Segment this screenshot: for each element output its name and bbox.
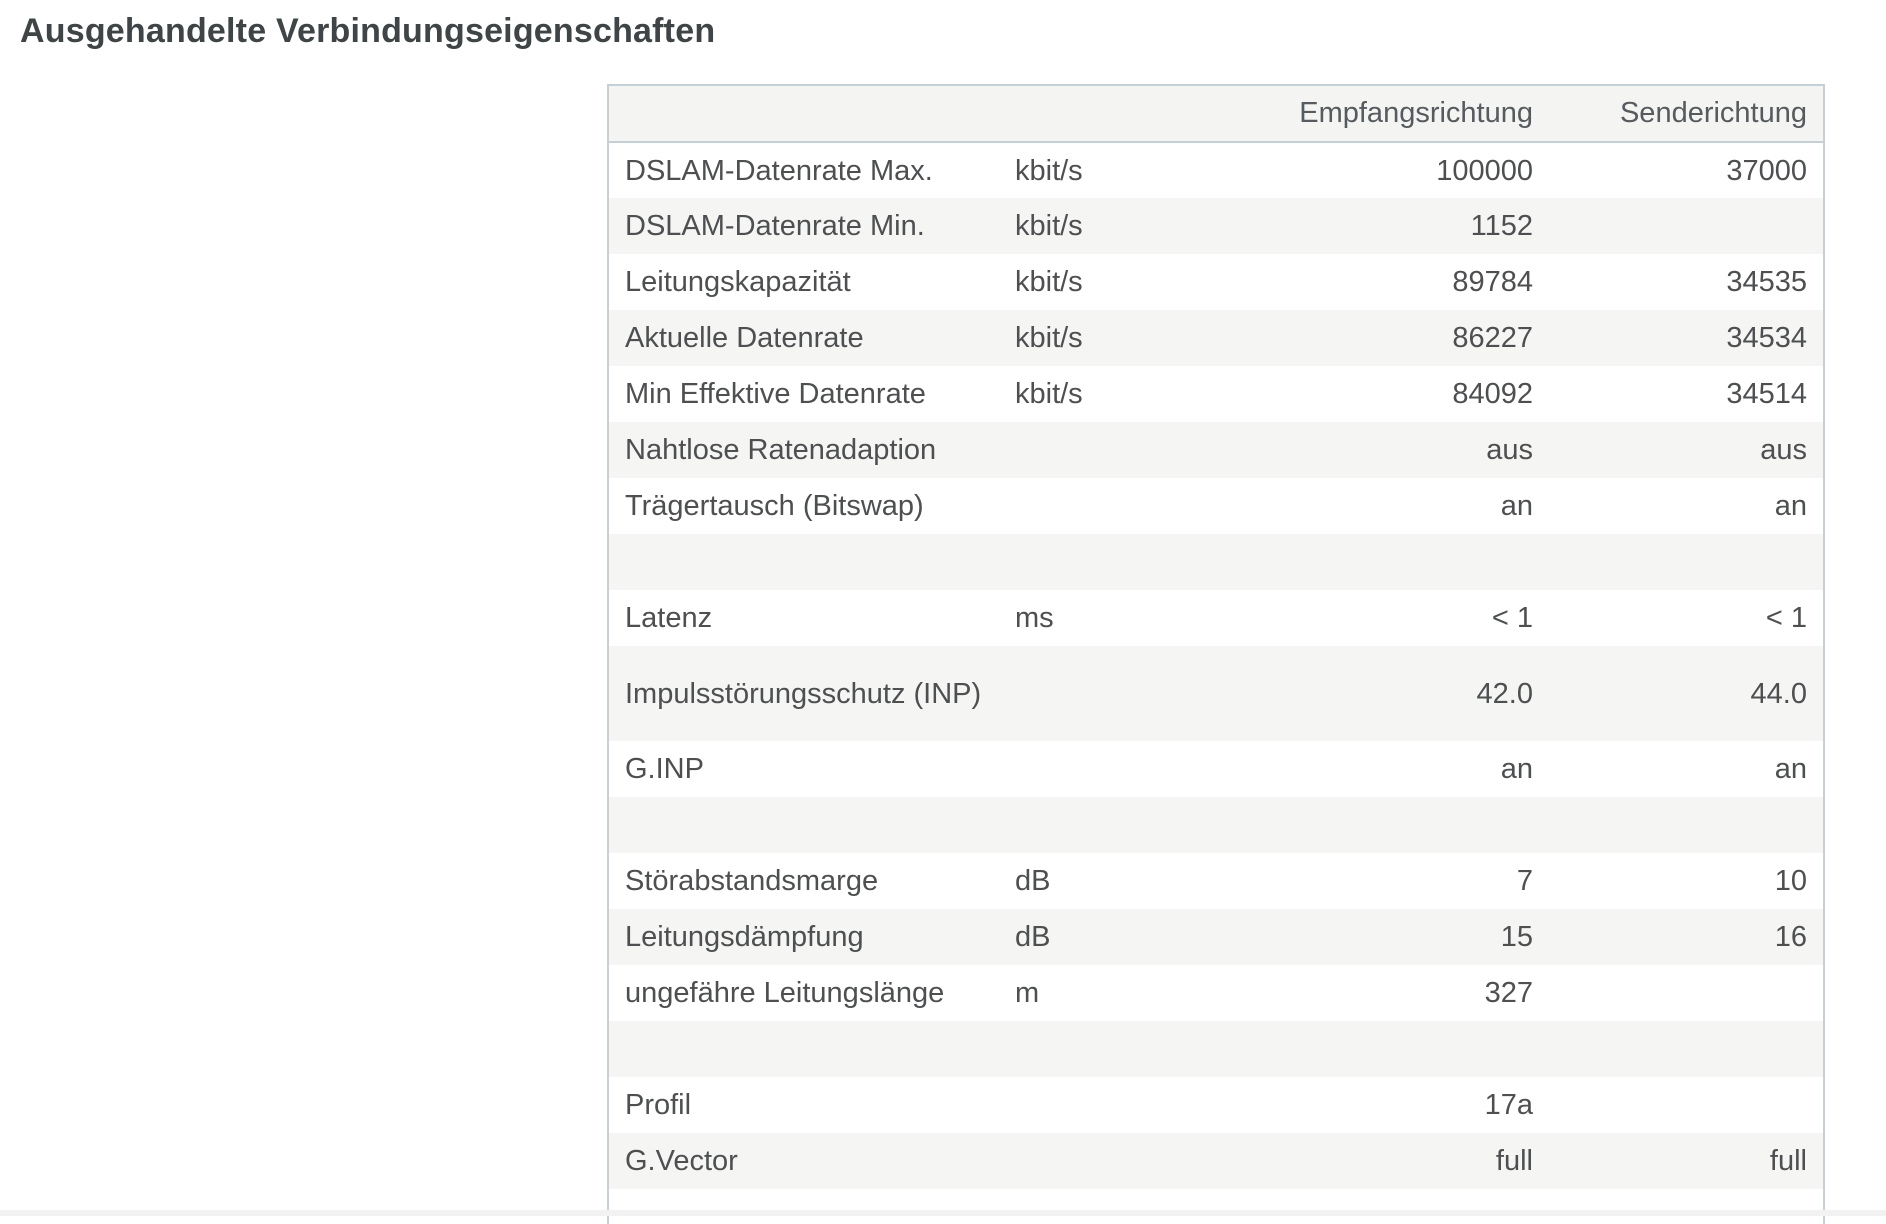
row-downstream-value: aus xyxy=(1486,434,1533,466)
row-label: Trägertausch (Bitswap) xyxy=(625,490,924,522)
row-downstream-value: 100000 xyxy=(1436,154,1533,187)
row-label xyxy=(609,797,999,853)
table-row xyxy=(609,310,1823,366)
table-row xyxy=(609,646,1823,741)
row-upstream-value: an xyxy=(1774,490,1807,522)
row-label: Leitungskapazität xyxy=(625,266,851,298)
row-upstream-value xyxy=(1549,965,1823,1021)
row-unit xyxy=(999,422,1149,478)
row-unit: kbit/s xyxy=(1015,266,1083,298)
row-unit xyxy=(999,534,1149,590)
row-label: Störabstandsmarge xyxy=(625,865,879,897)
header-downstream: Empfangsrichtung xyxy=(1149,86,1549,142)
row-unit: kbit/s xyxy=(1015,378,1083,410)
row-upstream-value xyxy=(1549,797,1823,853)
row-unit xyxy=(999,1021,1149,1077)
table-row xyxy=(609,965,1823,1021)
row-upstream-value: 34535 xyxy=(1726,266,1807,298)
row-unit xyxy=(999,741,1149,797)
row-downstream-value: an xyxy=(1500,753,1533,785)
table-row xyxy=(609,142,1823,198)
table-row xyxy=(609,478,1823,534)
row-unit: dB xyxy=(1015,921,1051,953)
row-upstream-value xyxy=(1549,1021,1823,1077)
row-unit: kbit/s xyxy=(1015,154,1083,187)
table-row xyxy=(609,422,1823,478)
row-unit: kbit/s xyxy=(1015,322,1083,354)
row-label xyxy=(609,534,999,590)
row-label: G.INP xyxy=(625,753,704,785)
row-label: Nahtlose Ratenadaption xyxy=(625,434,937,466)
row-downstream-value: < 1 xyxy=(1491,602,1533,634)
row-downstream-value xyxy=(1149,797,1549,853)
table-row-spacer xyxy=(609,797,1823,853)
row-downstream-value xyxy=(1149,1021,1549,1077)
row-label: Profil xyxy=(625,1089,692,1121)
row-label: Impulsstörungsschutz (INP) xyxy=(625,677,982,710)
row-downstream-value: 7 xyxy=(1516,865,1533,897)
row-upstream-value xyxy=(1549,534,1823,590)
row-downstream-value: 42.0 xyxy=(1476,677,1533,710)
row-label: Latenz xyxy=(625,602,713,634)
row-label: Leitungsdämpfung xyxy=(625,921,864,953)
row-upstream-value: 34514 xyxy=(1726,378,1807,410)
row-downstream-value: 17a xyxy=(1484,1089,1533,1121)
row-downstream-value: 1152 xyxy=(1470,210,1533,242)
table-row xyxy=(609,590,1823,646)
row-unit: kbit/s xyxy=(1015,210,1083,242)
row-unit: dB xyxy=(1015,865,1051,897)
row-unit: m xyxy=(1015,977,1040,1009)
table-row-spacer xyxy=(609,534,1823,590)
row-downstream-value: full xyxy=(1495,1145,1533,1177)
row-label: ungefähre Leitungslänge xyxy=(625,977,945,1009)
row-unit xyxy=(999,1077,1149,1133)
row-upstream-value: aus xyxy=(1760,434,1807,466)
row-upstream-value: 10 xyxy=(1774,865,1807,897)
row-unit xyxy=(999,1133,1149,1189)
row-upstream-value: full xyxy=(1769,1145,1807,1177)
page-bottom-edge xyxy=(0,1210,1886,1216)
row-upstream-value: < 1 xyxy=(1765,602,1807,634)
row-upstream-value: 34534 xyxy=(1726,322,1807,354)
row-upstream-value xyxy=(1549,1077,1823,1133)
row-downstream-value: 15 xyxy=(1500,921,1533,953)
row-label xyxy=(609,1021,999,1077)
row-downstream-value: an xyxy=(1500,490,1533,522)
row-downstream-value xyxy=(1149,534,1549,590)
row-label: DSLAM-Datenrate Max. xyxy=(625,154,933,187)
row-downstream-value: 89784 xyxy=(1452,266,1533,298)
row-upstream-value xyxy=(1549,198,1823,254)
table-row-spacer xyxy=(609,1021,1823,1077)
table-row xyxy=(609,909,1823,965)
row-unit: ms xyxy=(1015,602,1054,634)
header-upstream: Senderichtung xyxy=(1549,86,1823,142)
table-row xyxy=(609,1133,1823,1189)
row-upstream-value: an xyxy=(1774,753,1807,785)
table-row xyxy=(609,853,1823,909)
table-row xyxy=(609,741,1823,797)
row-label: Aktuelle Datenrate xyxy=(625,322,864,354)
connection-properties-table xyxy=(607,84,1825,1224)
header-label xyxy=(609,86,999,142)
section-title: Ausgehandelte Verbindungseigenschaften xyxy=(20,12,716,50)
row-upstream-value: 16 xyxy=(1774,921,1807,953)
table-row xyxy=(609,366,1823,422)
row-unit xyxy=(999,646,1149,741)
properties-table xyxy=(609,86,1823,1189)
row-downstream-value: 327 xyxy=(1484,977,1533,1009)
row-upstream-value: 37000 xyxy=(1726,154,1807,187)
row-label: G.Vector xyxy=(625,1145,738,1177)
row-downstream-value: 86227 xyxy=(1452,322,1533,354)
row-unit xyxy=(999,478,1149,534)
row-upstream-value: 44.0 xyxy=(1750,677,1807,710)
table-row xyxy=(609,198,1823,254)
table-row xyxy=(609,1077,1823,1133)
row-label: DSLAM-Datenrate Min. xyxy=(625,210,925,242)
table-row xyxy=(609,254,1823,310)
row-unit xyxy=(999,797,1149,853)
table-header-row xyxy=(609,86,1823,142)
table-body xyxy=(609,142,1823,1189)
row-label: Min Effektive Datenrate xyxy=(625,378,926,410)
header-unit xyxy=(999,86,1149,142)
row-downstream-value: 84092 xyxy=(1452,378,1533,410)
